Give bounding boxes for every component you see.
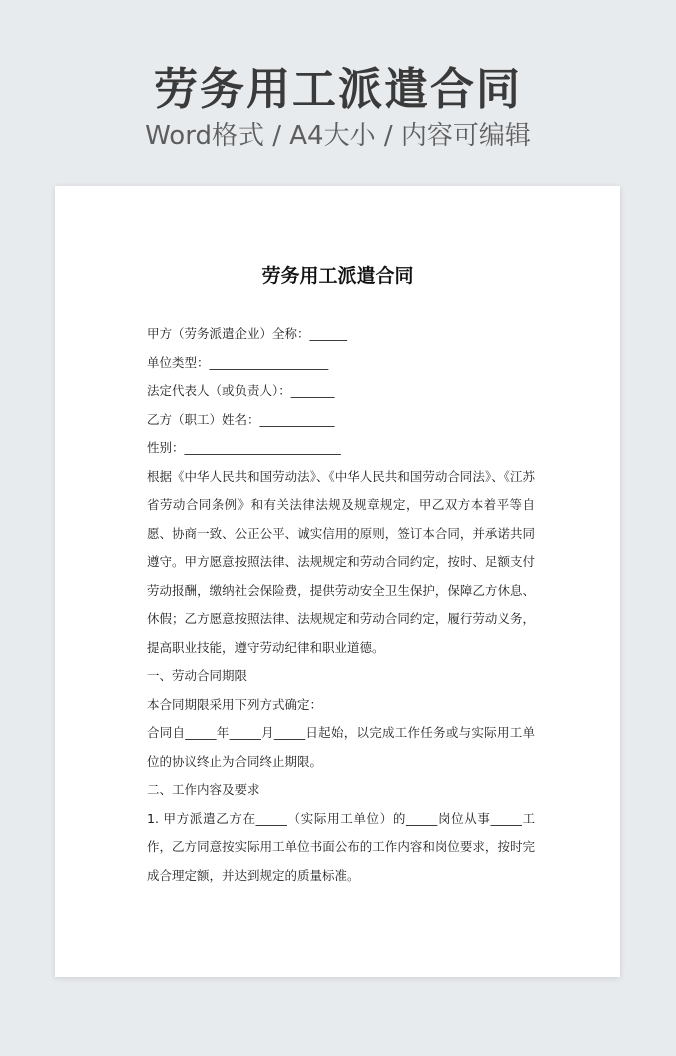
banner-subtitle: Word格式 / A4大小 / 内容可编辑 [145,121,531,151]
section-2-item-1: 1. 甲方派遣乙方在_____（实际用工单位）的_____岗位从事_____工作，乙方同意按实际用工单位书面公布的工作内容和岗位要求，按时完成合理定额，并达到规定的质量标准。 [147,810,535,883]
field-gender: 性别：_________________________ [147,440,341,455]
section-1-intro: 本合同期限采用下列方式确定： [147,696,323,712]
section-1-heading: 一、劳动合同期限 [147,668,248,683]
banner-title: 劳务用工派遣合同 [154,64,522,115]
section-1-term: 合同自_____年_____月_____日起始，以完成工作任务或与实际用工单位的协议终止为合同终止期限。 [147,725,535,769]
document-body [147,320,535,890]
field-legal-representative: 法定代表人（或负责人）：_______ [147,383,335,398]
banner [0,0,676,180]
document-title: 劳务用工派遣合同 [261,265,414,287]
field-unit-type: 单位类型：___________________ [147,354,329,370]
document-page [55,186,620,977]
preamble-paragraph: 根据《中华人民共和国劳动法》、《中华人民共和国劳动合同法》、《江苏省劳动合同条例》和有关法律法规及规章规定，甲乙双方本着平等自愿、协商一致、公正公平、诚实信用的原则，签订本合同，并承诺共同遵守。甲方愿意按照法律、法规规定和劳动合同约定，按时、足额支付劳动报酬，缴纳社会保险费，提供劳动安全卫生保护，保障乙方休息、休假；乙方愿意按照法律、法规规定和劳动合同约定，履行劳动义务，提高职业技能，遵守劳动纪律和职业道德。 [147,468,535,655]
field-party-a-name: 甲方（劳务派遣企业）全称：______ [147,326,348,341]
section-2-heading: 二、工作内容及要求 [147,782,260,797]
field-party-b-name: 乙方（职工）姓名：____________ [147,411,335,427]
